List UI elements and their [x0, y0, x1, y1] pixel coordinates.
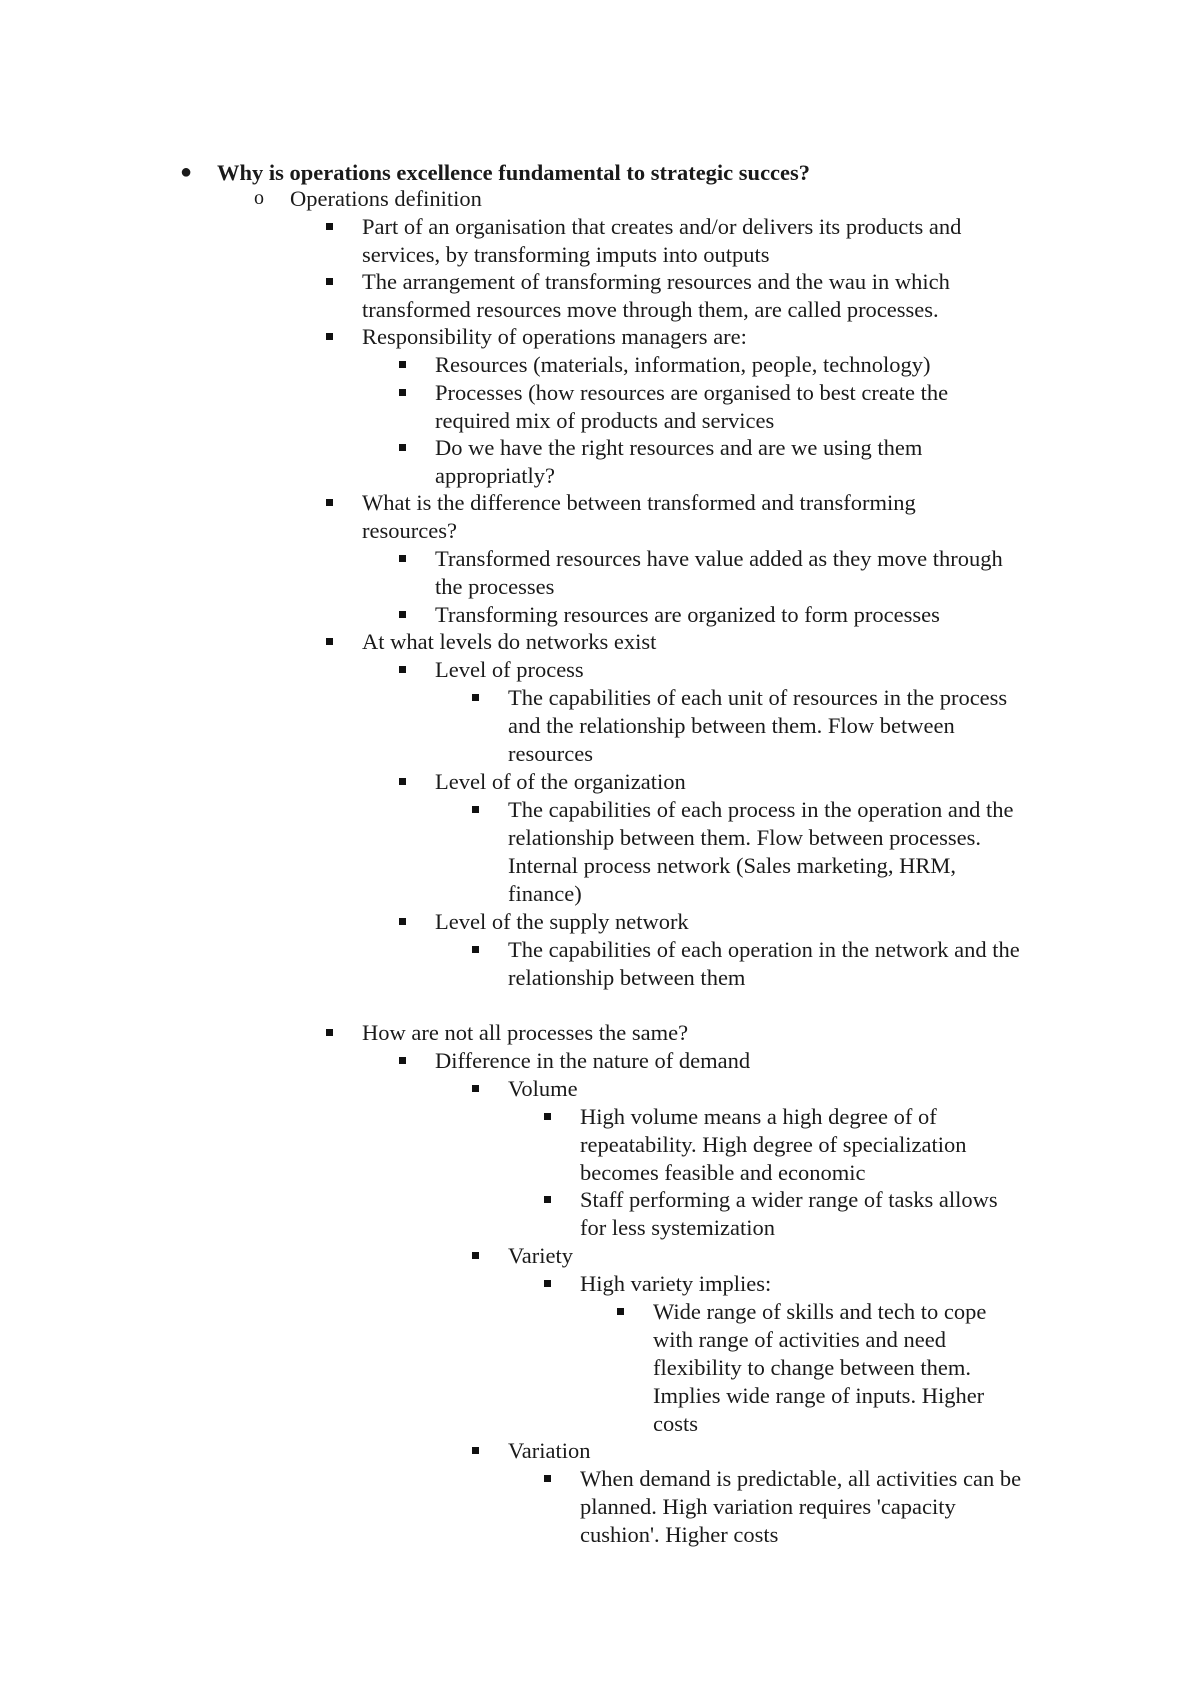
outline-item	[508, 796, 1063, 908]
item-text-line: for less systemization	[580, 1214, 775, 1240]
bullet-square-icon	[326, 278, 333, 285]
item-text-line: relationship between them. Flow between processes.	[508, 824, 981, 850]
outline-item	[435, 545, 1055, 601]
bullet-square-icon	[544, 1280, 551, 1287]
item-text-line: At what levels do networks exist	[362, 629, 657, 654]
bullet-square-icon	[472, 694, 479, 701]
outline-item	[508, 1075, 1063, 1103]
item-text-line: becomes feasible and economic	[580, 1159, 866, 1185]
bullet-square-icon	[544, 1113, 551, 1120]
outline-item	[508, 936, 1063, 992]
outline-item	[580, 1465, 1060, 1549]
outline-item	[580, 1103, 1060, 1187]
bullet-circle-icon: o	[254, 187, 264, 209]
main-question-heading: Why is operations excellence fundamental to strategic succes?	[217, 160, 811, 185]
outline-item	[435, 908, 1055, 936]
item-text-line: High variety implies:	[580, 1271, 772, 1296]
item-text-line: costs	[653, 1410, 698, 1436]
item-text: Operations definition	[290, 186, 482, 211]
item-text-line: High volume means a high degree of of	[580, 1104, 937, 1129]
outline-item	[435, 656, 1055, 684]
bullet-square-icon	[399, 444, 406, 451]
outline-item	[435, 768, 1055, 796]
item-text-line: appropriatly?	[435, 462, 555, 488]
outline-item	[508, 684, 1063, 768]
item-text-line: Variety	[508, 1243, 573, 1268]
item-text-line: required mix of products and services	[435, 407, 775, 433]
item-text-line: Responsibility of operations managers are:	[362, 324, 747, 349]
item-text-line: relationship between them	[508, 964, 746, 990]
item-text-line: the processes	[435, 573, 555, 599]
outline-item	[508, 1437, 1063, 1465]
bullet-square-icon	[326, 1029, 333, 1036]
outline-item	[435, 379, 1055, 435]
outline-item	[362, 213, 1022, 269]
bullet-square-icon	[399, 778, 406, 785]
item-text-line: Transformed resources have value added as they move through	[435, 546, 1003, 571]
item-text-line: How are not all processes the same?	[362, 1020, 689, 1045]
item-text-line: Level of the supply network	[435, 909, 689, 934]
item-text-line: Implies wide range of inputs. Higher	[653, 1382, 985, 1408]
item-text-line: Level of process	[435, 657, 584, 682]
bullet-square-icon	[326, 333, 333, 340]
outline-item	[435, 1047, 1055, 1075]
outline-item	[362, 1019, 1022, 1047]
item-text-line: finance)	[508, 880, 582, 906]
outline-item	[362, 489, 1022, 545]
item-text-line: services, by transforming imputs into outputs	[362, 241, 770, 267]
item-text-line: The arrangement of transforming resources and the wau in which	[362, 269, 950, 294]
bullet-square-icon	[399, 611, 406, 618]
bullet-square-icon	[472, 1252, 479, 1259]
item-text-line: cushion'. Higher costs	[580, 1521, 779, 1547]
outline-item	[508, 1242, 1063, 1270]
item-text-line: Level of of the organization	[435, 769, 686, 794]
item-text-line: transformed resources move through them, are called processes.	[362, 296, 939, 322]
bullet-square-icon	[472, 946, 479, 953]
outline-item	[435, 351, 1055, 379]
item-text-line: flexibility to change between them.	[653, 1354, 972, 1380]
item-text-line: Staff performing a wider range of tasks allows	[580, 1187, 998, 1212]
bullet-square-icon	[472, 806, 479, 813]
bullet-square-icon	[472, 1447, 479, 1454]
item-text-line: with range of activities and need	[653, 1326, 947, 1352]
item-text-line: and the relationship between them. Flow between	[508, 712, 955, 738]
outline-item	[435, 601, 1055, 629]
item-text-line: Wide range of skills and tech to cope	[653, 1299, 987, 1324]
item-text-line: Resources (materials, information, people, technology)	[435, 352, 931, 377]
item-text-line: Difference in the nature of demand	[435, 1048, 751, 1073]
item-text-line: The capabilities of each operation in the network and the	[508, 937, 1020, 962]
outline-item	[362, 628, 1022, 656]
outline-item	[254, 185, 1050, 213]
item-text-line: The capabilities of each process in the operation and the	[508, 797, 1014, 822]
outline-item	[580, 1270, 1060, 1298]
item-text-line: Processes (how resources are organised to best create the	[435, 380, 949, 405]
item-text-line: repeatability. High degree of specialization	[580, 1131, 967, 1157]
bullet-square-icon	[399, 555, 406, 562]
bullet-square-icon	[399, 1057, 406, 1064]
bullet-square-icon	[472, 1085, 479, 1092]
item-text-line: Variation	[508, 1438, 591, 1463]
bullet-square-icon	[399, 389, 406, 396]
item-text-line: Transforming resources are organized to form processes	[435, 602, 940, 627]
item-text-line: planned. High variation requires 'capacity	[580, 1493, 956, 1519]
bullet-square-icon	[326, 223, 333, 230]
outline-item	[653, 1298, 1073, 1438]
item-text-line: resources?	[362, 517, 457, 543]
bullet-square-icon	[544, 1475, 551, 1482]
bullet-square-icon	[399, 666, 406, 673]
item-text-line: Volume	[508, 1076, 578, 1101]
item-text-line: The capabilities of each unit of resources in the process	[508, 685, 1008, 710]
item-text-line: resources	[508, 740, 593, 766]
item-text-line: Do we have the right resources and are we using them	[435, 435, 923, 460]
bullet-square-icon	[326, 638, 333, 645]
item-text-line: What is the difference between transformed and transforming	[362, 490, 916, 515]
item-text-line: Internal process network (Sales marketing, HRM,	[508, 852, 957, 878]
bullet-square-icon	[544, 1196, 551, 1203]
item-text-line: When demand is predictable, all activities can be	[580, 1466, 1022, 1491]
outline-item	[580, 1186, 1060, 1242]
item-text-line: Part of an organisation that creates and/or delivers its products and	[362, 214, 962, 239]
bullet-square-icon	[617, 1308, 624, 1315]
outline-item	[180, 159, 1067, 187]
bullet-dot-icon: ●	[180, 161, 193, 183]
bullet-square-icon	[399, 361, 406, 368]
outline-item	[362, 268, 1022, 324]
outline-item	[435, 434, 1055, 490]
bullet-square-icon	[326, 499, 333, 506]
bullet-square-icon	[399, 918, 406, 925]
outline-item	[362, 323, 1022, 351]
